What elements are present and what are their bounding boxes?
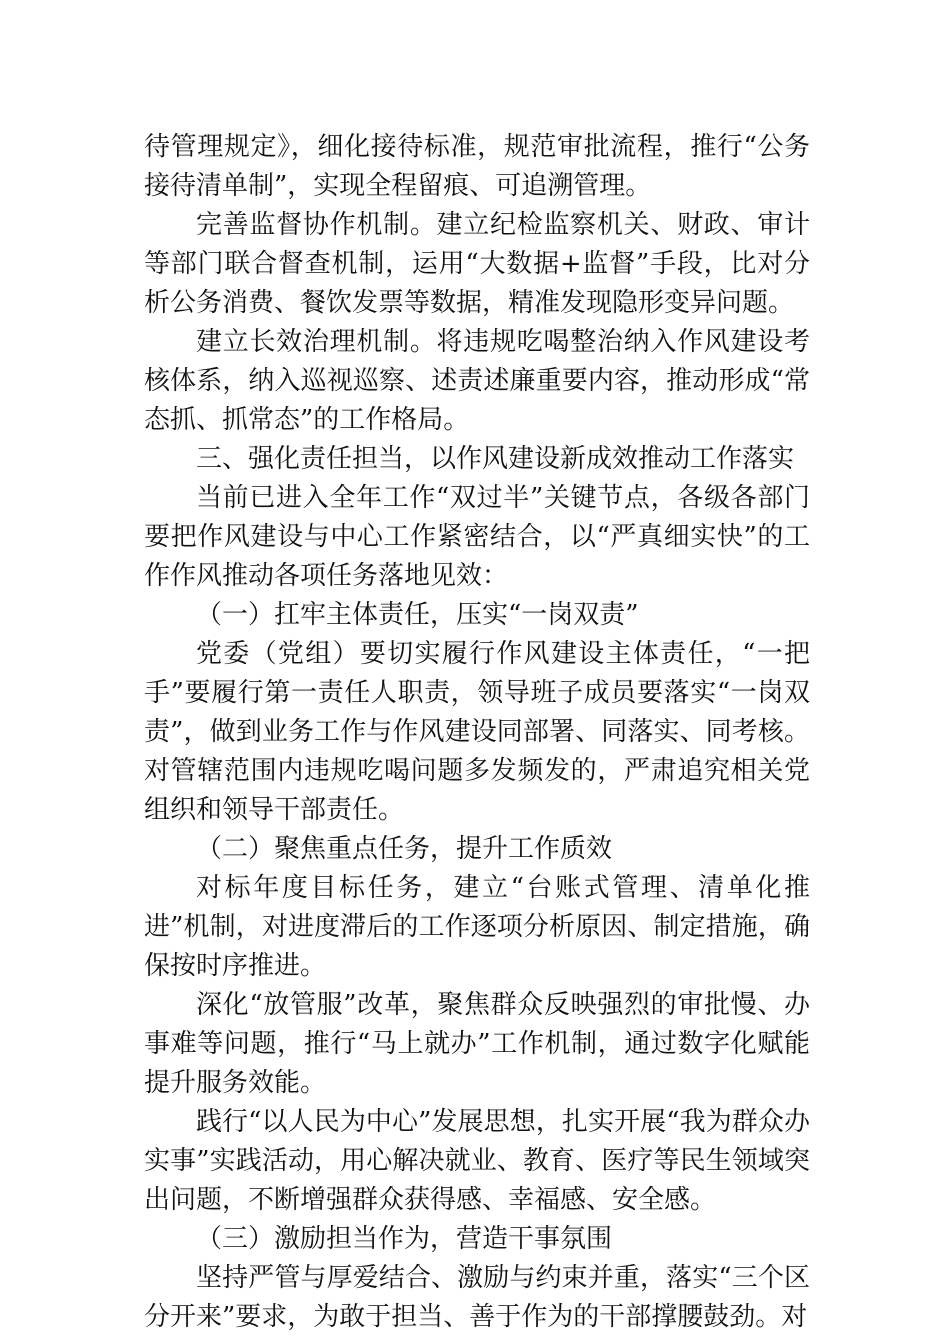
paragraph-responsibility: 党委（党组）要切实履行作风建设主体责任，“一把手”要履行第一责任人职责，领导班子成员要落实“一岗双责”，做到业务工作与作风建设同部署、同落实、同考核。对管辖范围内违规吃喝问题多发频发的，严肃追究相关党组织和领导干部责任。 [144,639,810,825]
section-heading-3: 三、强化责任担当，以作风建设新成效推动工作落实 [196,444,795,474]
paragraph-targets: 对标年度目标任务，建立“台账式管理、清单化推进”机制，对进度滞后的工作逐项分析原因、制定措施，确保按时序推进。 [144,873,810,981]
paragraph-reform: 深化“放管服”改革，聚焦群众反映强烈的审批慢、办事难等问题，推行“马上就办”工作机制，通过数字化赋能提升服务效能。 [144,990,810,1098]
paragraph-long-term: 建立长效治理机制。将违规吃喝整治纳入作风建设考核体系，纳入巡视巡察、述责述廉重要内容，推动形成“常态抓、抓常态”的工作格局。 [144,327,810,435]
paragraph-people: 践行“以人民为中心”发展思想，扎实开展“我为群众办实事”实践活动，用心解决就业、教育、医疗等民生领域突出问题，不断增强群众获得感、幸福感、安全感。 [144,1107,810,1215]
subheading-2: （二）聚焦重点任务，提升工作质效 [196,834,613,864]
subheading-1: （一）扛牢主体责任，压实“一岗双责” [196,600,639,630]
paragraph-intro: 当前已进入全年工作“双过半”关键节点，各级各部门要把作风建设与中心工作紧密结合，以“严真细实快”的工作作风推动各项任务落地见效： [144,483,810,591]
paragraph-incentive: 坚持严管与厚爱结合、激励与约束并重，落实“三个区分开来”要求，为敢于担当、善于作为的干部撑腰鼓劲。对 [144,1263,810,1332]
paragraph-supervision: 完善监督协作机制。建立纪检监察机关、财政、审计等部门联合督查机制，运用“大数据+监督”手段，比对分析公务消费、餐饮发票等数据，精准发现隐形变异问题。 [144,210,810,318]
document-page [144,128,810,1337]
paragraph-continued: 待管理规定》，细化接待标准，规范审批流程，推行“公务接待清单制”，实现全程留痕、可追溯管理。 [144,132,810,201]
subheading-3: （三）激励担当作为，营造干事氛围 [196,1224,613,1254]
